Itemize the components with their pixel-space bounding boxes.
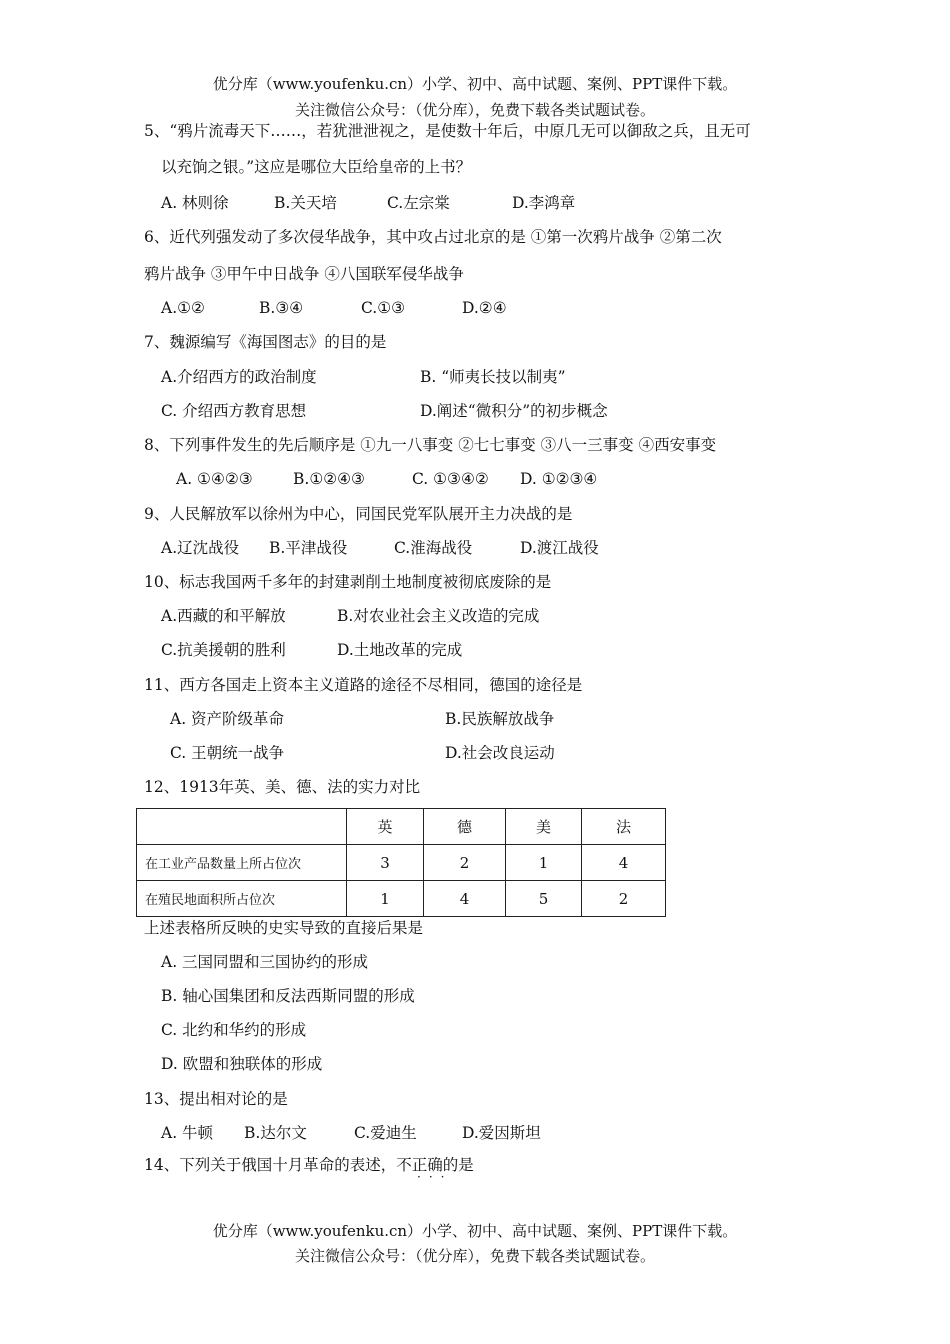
question-5-option-a: A. 林则徐 bbox=[161, 194, 229, 212]
page-footer-line-1: 优分库（www.youfenku.cn）小学、初中、高中试题、案例、PPT课件下载。 bbox=[212, 1222, 738, 1240]
question-6-option-d: D.②④ bbox=[462, 299, 507, 317]
table-row bbox=[137, 881, 666, 917]
question-5-stem-line-1: 5、“鸦片流毒天下……，若犹泄泄视之，是使数十年后，中原几无可以御敌之兵，且无可 bbox=[144, 122, 751, 140]
question-13-stem: 13、提出相对论的是 bbox=[144, 1090, 288, 1108]
question-6-option-c: C.①③ bbox=[361, 299, 406, 317]
comparison-table bbox=[136, 808, 666, 917]
page-header-line-2: 关注微信公众号：（优分库），免费下载各类试题试卷。 bbox=[294, 101, 655, 119]
question-10-option-a: A.西藏的和平解放 bbox=[161, 607, 286, 625]
table-header-corner bbox=[137, 809, 347, 845]
question-13-option-b: B.达尔文 bbox=[244, 1124, 307, 1142]
question-12-followup: 上述表格所反映的史实导致的直接后果是 bbox=[144, 919, 424, 937]
table-cell: 3 bbox=[347, 845, 424, 881]
question-7-stem: 7、魏源编写《海国图志》的目的是 bbox=[144, 333, 387, 351]
question-10-stem: 10、标志我国两千多年的封建剥削土地制度被彻底废除的是 bbox=[144, 573, 552, 591]
question-11-option-c: C. 王朝统一战争 bbox=[170, 744, 285, 762]
table-row bbox=[137, 845, 666, 881]
table-row-label: 在工业产品数量上所占位次 bbox=[137, 845, 347, 881]
question-8-option-b: B.①②④③ bbox=[293, 470, 365, 488]
question-6-option-a: A.①② bbox=[161, 299, 205, 317]
question-12-option-a: A. 三国同盟和三国协约的形成 bbox=[161, 953, 369, 971]
question-7-option-d: D.阐述“微积分”的初步概念 bbox=[420, 402, 608, 420]
question-12-stem: 12、1913年英、美、德、法的实力对比 bbox=[144, 778, 421, 796]
table-header-cell: 英 bbox=[347, 809, 424, 845]
table-cell: 1 bbox=[347, 881, 424, 917]
question-6-stem-line-2: 鸦片战争 ③甲午中日战争 ④八国联军侵华战争 bbox=[144, 265, 464, 283]
question-11-option-a: A. 资产阶级革命 bbox=[170, 710, 285, 728]
question-10-option-c: C.抗美援朝的胜利 bbox=[161, 641, 286, 659]
table-header-cell: 美 bbox=[506, 809, 582, 845]
question-12-option-d: D. 欧盟和独联体的形成 bbox=[161, 1055, 323, 1073]
question-10-option-d: D.土地改革的完成 bbox=[337, 641, 463, 659]
table-cell: 2 bbox=[424, 845, 506, 881]
question-13-option-c: C.爱迪生 bbox=[354, 1124, 417, 1142]
question-7-option-a: A.介绍西方的政治制度 bbox=[161, 368, 317, 386]
table-header-row bbox=[137, 809, 666, 845]
question-6-stem-line-1: 6、近代列强发动了多次侵华战争，其中攻占过北京的是 ①第一次鸦片战争 ②第二次 bbox=[144, 228, 722, 246]
question-8-option-c: C. ①③④② bbox=[412, 470, 489, 488]
page-header-line-1: 优分库（www.youfenku.cn）小学、初中、高中试题、案例、PPT课件下载。 bbox=[212, 75, 738, 93]
table-row-label: 在殖民地面积所占位次 bbox=[137, 881, 347, 917]
question-11-option-b: B.民族解放战争 bbox=[445, 710, 555, 728]
table-header-cell: 德 bbox=[424, 809, 506, 845]
page-footer-line-2: 关注微信公众号：（优分库），免费下载各类试题试卷。 bbox=[294, 1247, 655, 1265]
question-12-option-b: B. 轴心国集团和反法西斯同盟的形成 bbox=[161, 987, 415, 1005]
question-5-option-b: B.关天培 bbox=[274, 194, 337, 212]
question-8-option-a: A. ①④②③ bbox=[176, 470, 253, 488]
emphasis-dots: ··· bbox=[417, 1170, 453, 1184]
question-7-option-b: B. “师夷长技以制夷” bbox=[420, 368, 566, 386]
table-cell: 5 bbox=[506, 881, 582, 917]
table-cell: 4 bbox=[424, 881, 506, 917]
question-11-option-d: D.社会改良运动 bbox=[445, 744, 555, 762]
question-12-option-c: C. 北约和华约的形成 bbox=[161, 1021, 307, 1039]
question-7-option-c: C. 介绍西方教育思想 bbox=[161, 402, 307, 420]
question-9-stem: 9、人民解放军以徐州为中心，同国民党军队展开主力决战的是 bbox=[144, 505, 573, 523]
question-6-option-b: B.③④ bbox=[259, 299, 304, 317]
table-cell: 1 bbox=[506, 845, 582, 881]
table-header-cell: 法 bbox=[582, 809, 666, 845]
question-14-stem: 14、下列关于俄国十月革命的表述，不正确的是 bbox=[144, 1156, 474, 1174]
table-cell: 4 bbox=[582, 845, 666, 881]
table-cell: 2 bbox=[582, 881, 666, 917]
question-9-option-d: D.渡江战役 bbox=[520, 539, 599, 557]
question-8-option-d: D. ①②③④ bbox=[520, 470, 598, 488]
question-13-option-a: A. 牛顿 bbox=[161, 1124, 214, 1142]
question-9-option-b: B.平津战役 bbox=[269, 539, 348, 557]
question-8-stem: 8、下列事件发生的先后顺序是 ①九一八事变 ②七七事变 ③八一三事变 ④西安事变 bbox=[144, 436, 717, 454]
question-11-stem: 11、西方各国走上资本主义道路的途径不尽相同，德国的途径是 bbox=[144, 676, 583, 694]
question-13-option-d: D.爱因斯坦 bbox=[462, 1124, 541, 1142]
question-9-option-a: A.辽沈战役 bbox=[161, 539, 240, 557]
question-10-option-b: B.对农业社会主义改造的完成 bbox=[337, 607, 540, 625]
question-9-option-c: C.淮海战役 bbox=[394, 539, 473, 557]
question-5-stem-line-2: 以充饷之银。”这应是哪位大臣给皇帝的上书？ bbox=[161, 158, 472, 176]
question-5-option-d: D.李鸿章 bbox=[512, 194, 576, 212]
question-5-option-c: C.左宗棠 bbox=[387, 194, 450, 212]
